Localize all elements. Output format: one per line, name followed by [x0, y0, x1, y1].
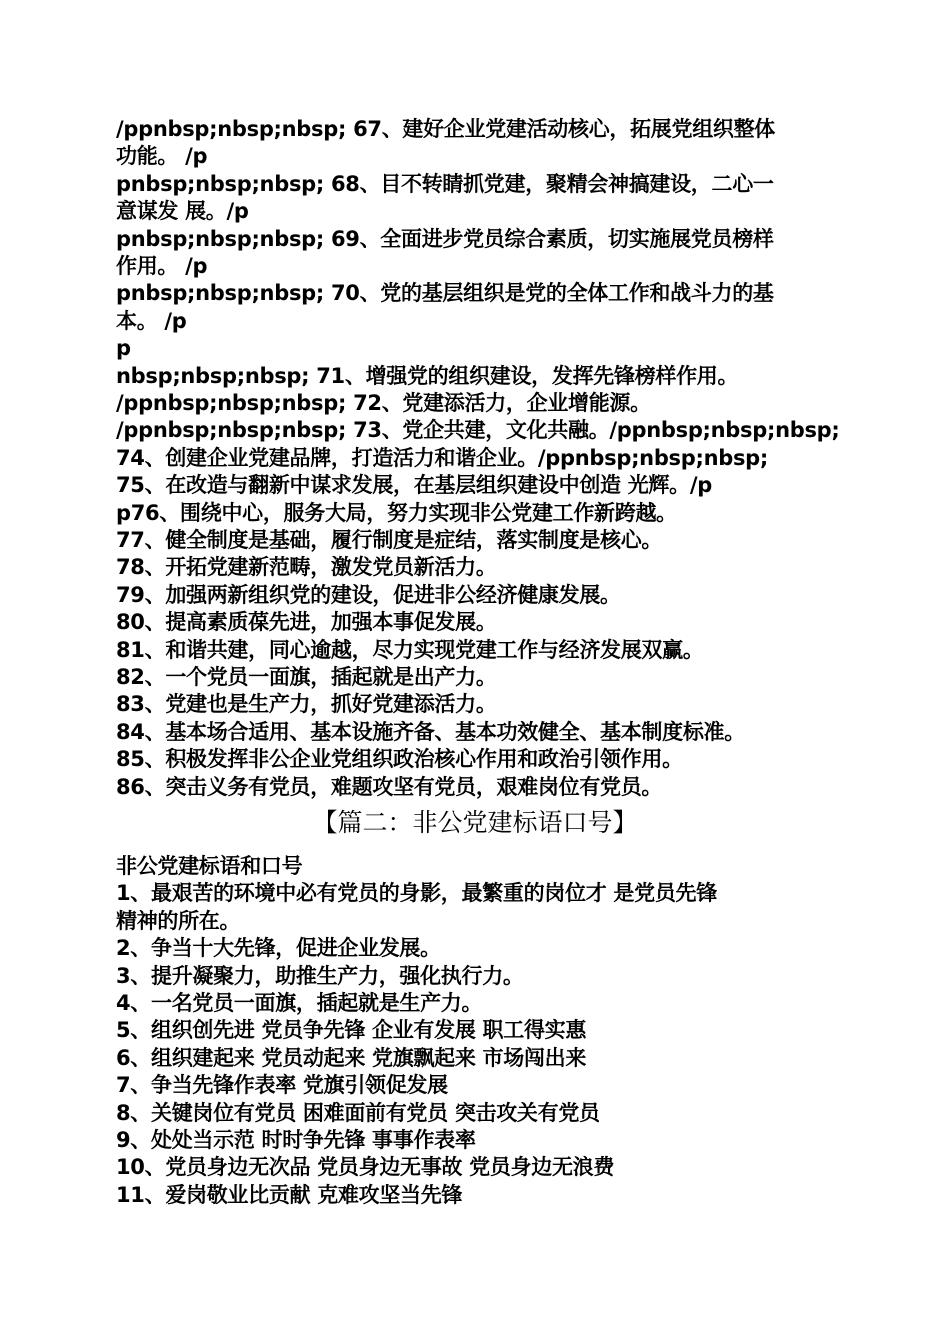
text-line: 74、创建企业党建品牌，打造活力和谐企业。/ppnbsp;nbsp;nbsp; — [116, 445, 768, 470]
text-line: 意谋发 展。/p — [116, 199, 249, 224]
slogan-line: 精神的所在。 — [116, 908, 241, 933]
text-line: 78、开拓党建新范畴，激发党员新活力。 — [116, 555, 497, 580]
slogan-line: 6、组织建起来 党员动起来 党旗飘起来 市场闯出来 — [116, 1045, 587, 1070]
text-line: 85、积极发挥非公企业党组织政治核心作用和政治引领作用。 — [116, 747, 683, 772]
text-line: 作用。 /p — [116, 254, 208, 278]
text-line: pnbsp;nbsp;nbsp; 69、全面进步党员综合素质，切实施展党员榜样 — [116, 226, 774, 251]
text-line: 82、一个党员一面旗，插起就是出产力。 — [116, 665, 497, 689]
text-line: pnbsp;nbsp;nbsp; 68、目不转睛抓党建，聚精会神搞建设，二心一 — [116, 171, 774, 196]
text-line: pnbsp;nbsp;nbsp; 70、党的基层组织是党的全体工作和战斗力的基 — [116, 281, 774, 306]
text-line: /ppnbsp;nbsp;nbsp; 73、党企共建，文化共融。/ppnbsp;nbsp;nbsp; — [116, 418, 840, 443]
slogan-line: 11、爱岗敬业比贡献 克难攻坚当先锋 — [116, 1182, 463, 1207]
text-line: /ppnbsp;nbsp;nbsp; 67、建好企业党建活动核心，拓展党组织整体 — [116, 117, 776, 141]
text-line: p — [116, 336, 131, 361]
text-line: 80、提高素质葆先进，加强本事促发展。 — [116, 610, 497, 635]
text-line: 79、加强两新组织党的建设，促进非公经济健康发展。 — [116, 582, 621, 607]
text-line: 功能。 /p — [116, 144, 208, 169]
slogan-line: 1、最艰苦的环境中必有党员的身影，最繁重的岗位才 是党员先锋 — [116, 881, 717, 906]
slogan-line: 4、一名党员一面旗，插起就是生产力。 — [116, 991, 483, 1015]
text-line: 86、突击义务有党员，难题攻坚有党员，艰难岗位有党员。 — [116, 774, 663, 799]
slogan-line: 5、组织创先进 党员争先锋 企业有发展 职工得实惠 — [116, 1018, 587, 1043]
text-line: nbsp;nbsp;nbsp; 71、增强党的组织建设，发挥先锋榜样作用。 — [116, 363, 739, 388]
slogan-line: 8、关键岗位有党员 困难面前有党员 突击攻关有党员 — [116, 1100, 600, 1125]
text-line: 77、健全制度是基础，履行制度是症结，落实制度是核心。 — [116, 528, 663, 552]
text-line: 83、党建也是生产力，抓好党建添活力。 — [116, 692, 497, 717]
text-line: 75、在改造与翻新中谋求发展，在基层组织建设中创造 光辉。/p — [116, 473, 712, 498]
slogan-line: 2、争当十大先锋，促进企业发展。 — [116, 936, 441, 961]
slogan-line: 9、处处当示范 时时争先锋 事事作表率 — [116, 1128, 476, 1152]
slogan-line: 7、争当先锋作表率 党旗引领促发展 — [116, 1073, 448, 1098]
text-line: /ppnbsp;nbsp;nbsp; 72、党建添活力，企业增能源。 — [116, 391, 651, 415]
slogan-line: 10、党员身边无次品 党员身边无事故 党员身边无浪费 — [116, 1155, 615, 1180]
text-line: 81、和谐共建，同心逾越，尽力实现党建工作与经济发展双赢。 — [116, 637, 704, 662]
text-line: 本。 /p — [116, 308, 187, 333]
section-heading: 【篇二：非公党建标语口号】 — [312, 808, 638, 837]
slogan-line: 非公党建标语和口号 — [116, 854, 303, 878]
text-line: p76、围绕中心，服务大局，努力实现非公党建工作新跨越。 — [116, 500, 677, 525]
slogan-line: 3、提升凝聚力，助推生产力，强化执行力。 — [116, 963, 524, 988]
text-line: 84、基本场合适用、基本设施齐备、基本功效健全、基本制度标准。 — [116, 719, 745, 744]
